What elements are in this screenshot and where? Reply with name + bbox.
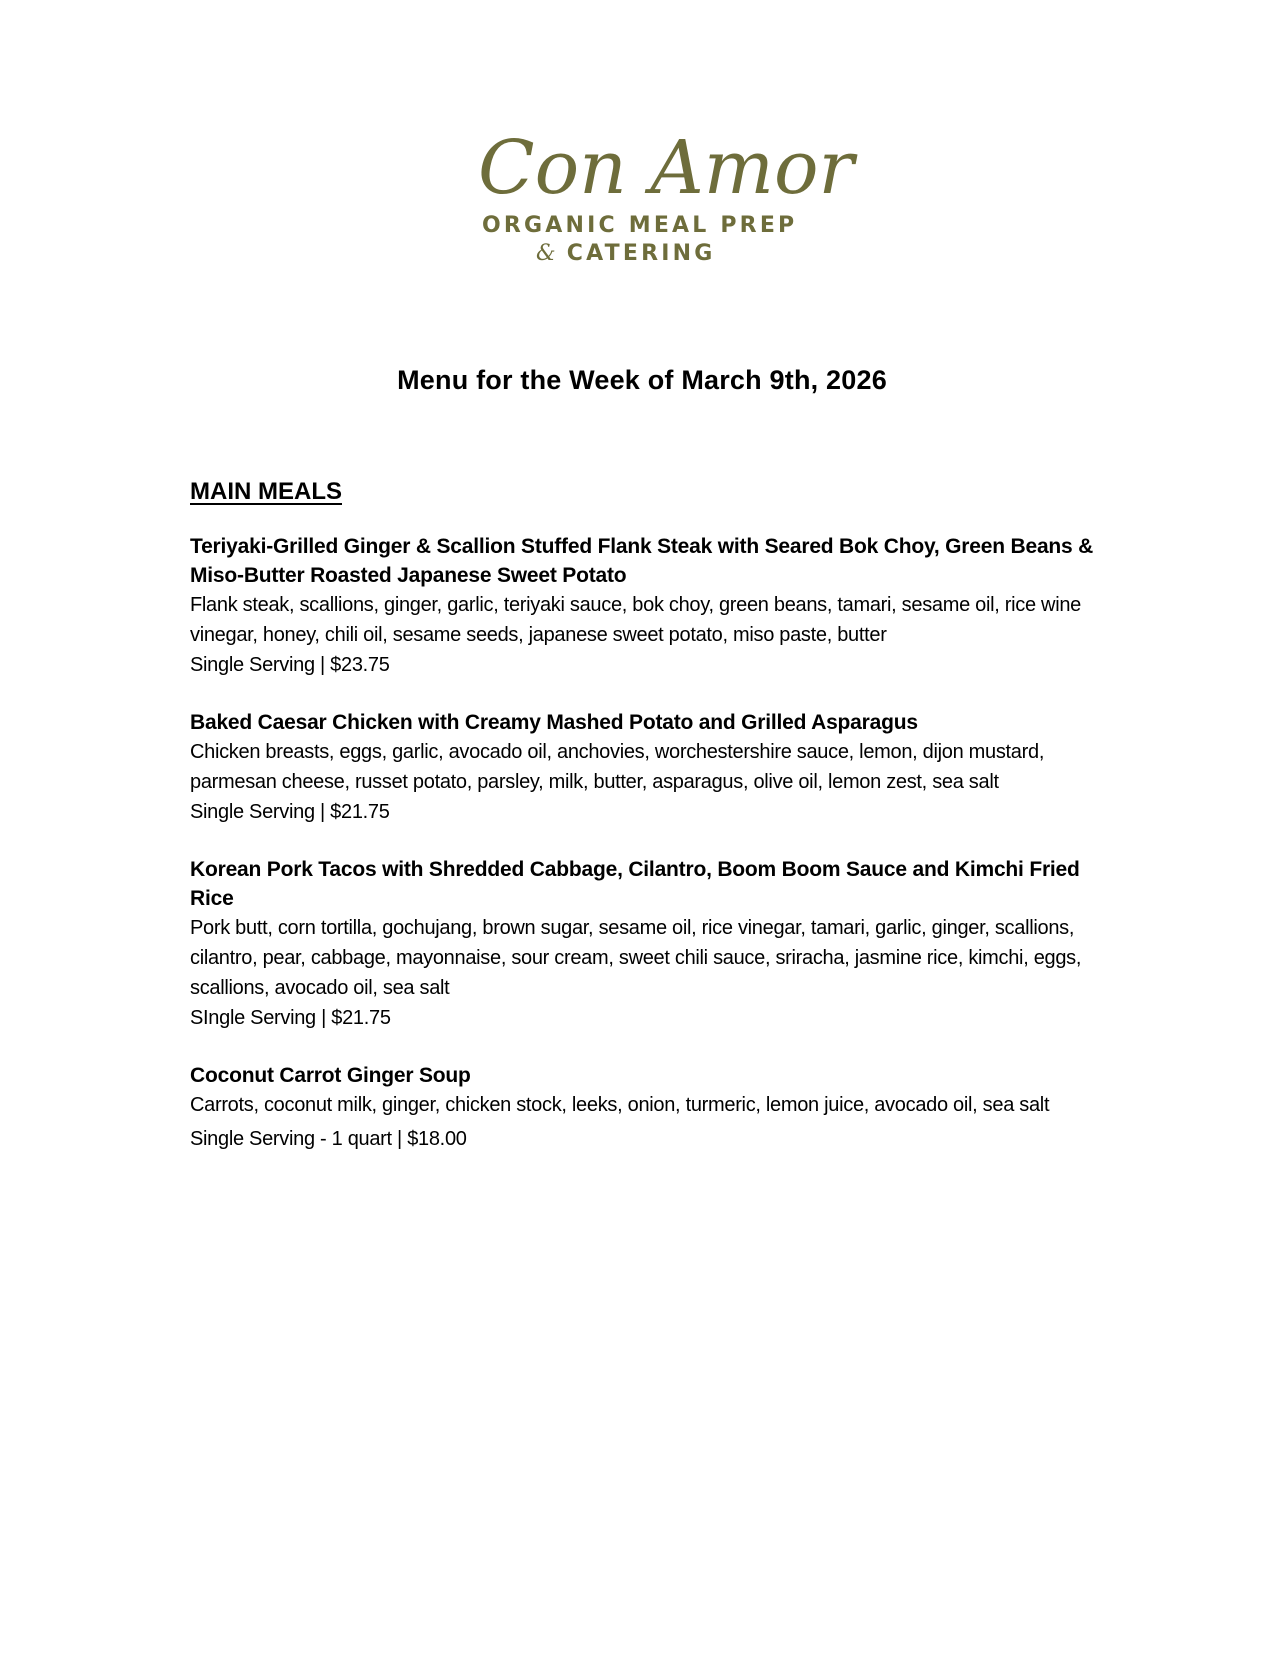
- menu-item-title: Baked Caesar Chicken with Creamy Mashed Potato and Grilled Asparagus: [190, 711, 918, 734]
- menu-item: [190, 708, 1110, 827]
- logo-ampersand: &: [536, 241, 559, 266]
- menu-item: [190, 532, 1110, 680]
- menu-item-ingredients: Pork butt, corn tortilla, gochujang, brown sugar, sesame oil, rice vinegar, tamari, garlic, ginger, scallions, cilantro, pear, cabbage, mayonnaise, sour cream, sweet chili sauce, sriracha, jasmine rice, kimchi, eggs, scallions, avocado oil, sea salt: [190, 917, 1082, 999]
- menu-item: [190, 1061, 1110, 1154]
- logo-tagline-catering: CATERING: [566, 241, 716, 266]
- menu-content: [190, 478, 1110, 1182]
- menu-title: Menu for the Week of March 9th, 2026: [397, 365, 887, 395]
- menu-item-ingredients: Chicken breasts, eggs, garlic, avocado oil, anchovies, worchestershire sauce, lemon, dijon mustard, parmesan cheese, russet potato, parsley, milk, butter, asparagus, olive oil, lemon zest, sea salt: [190, 741, 1045, 793]
- menu-item-price: Single Serving | $21.75: [190, 801, 390, 823]
- section-heading: MAIN MEALS: [190, 478, 342, 505]
- svg-text:Con Amor: Con Amor: [478, 125, 854, 211]
- menu-item-price: SIngle Serving | $21.75: [190, 1007, 391, 1029]
- menu-item-price: Single Serving - 1 quart | $18.00: [190, 1128, 467, 1150]
- menu-item-ingredients: Carrots, coconut milk, ginger, chicken stock, leeks, onion, turmeric, lemon juice, avocado oil, sea salt: [190, 1094, 1050, 1116]
- logo-tagline-line1: ORGANIC MEAL PREP: [482, 213, 798, 238]
- logo-script-wordmark: [470, 115, 854, 215]
- menu-item-title: Korean Pork Tacos with Shredded Cabbage, Cilantro, Boom Boom Sauce and Kimchi Fried Rice: [190, 858, 1080, 910]
- menu-item-price: Single Serving | $23.75: [190, 654, 390, 676]
- menu-item-title: Coconut Carrot Ginger Soup: [190, 1064, 471, 1087]
- menu-item-ingredients: Flank steak, scallions, ginger, garlic, teriyaki sauce, bok choy, green beans, tamari, sesame oil, rice wine vinegar, honey, chili oil, sesame seeds, japanese sweet potato, miso paste, butter: [190, 594, 1081, 646]
- logo-tagline-line2: [536, 241, 716, 266]
- menu-item: [190, 855, 1110, 1033]
- brand-logo: [470, 115, 854, 275]
- menu-item-title: Teriyaki-Grilled Ginger & Scallion Stuffed Flank Steak with Seared Bok Choy, Green Beans & Miso-Butter Roasted Japanese Sweet Potato: [190, 535, 1094, 587]
